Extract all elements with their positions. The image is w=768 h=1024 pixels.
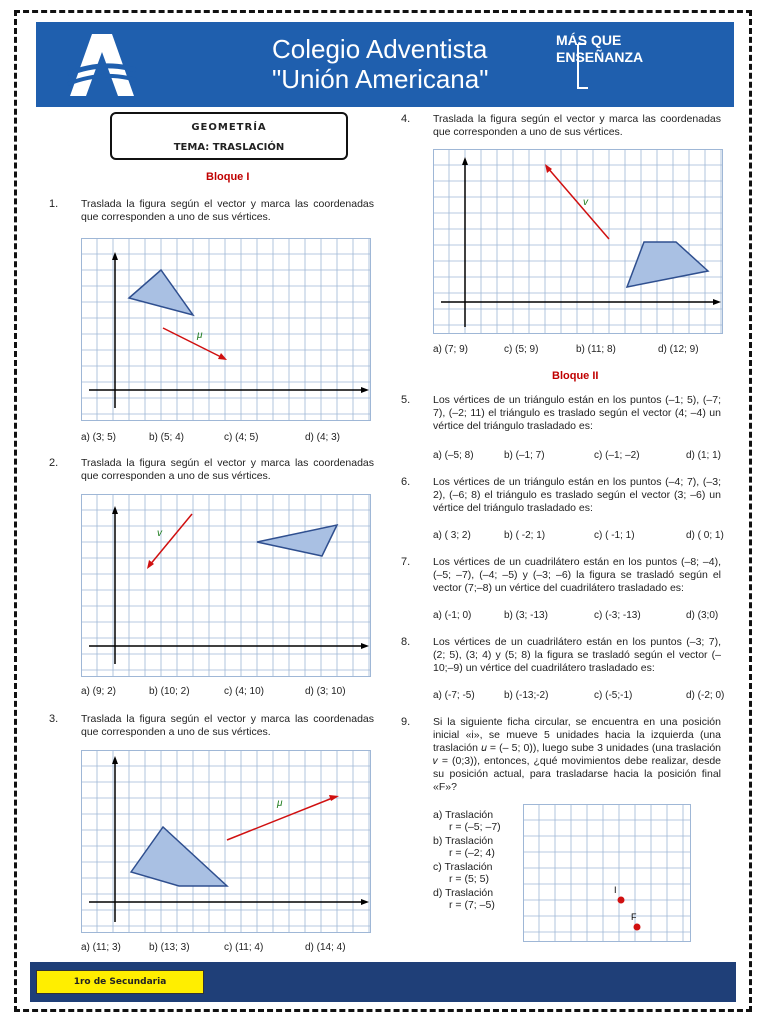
q3-option-b[interactable]: b) (13; 3) [149, 942, 190, 953]
q9-option-d-value: r = (7; –5) [449, 899, 495, 911]
q8-option-b[interactable]: b) (-13;-2) [504, 690, 549, 701]
q9-option-b[interactable] [433, 835, 495, 859]
q6-option-d[interactable]: d) ( 0; 1) [686, 530, 724, 541]
q2-text: Traslada la figura según el vector y marca las coordenadas que corresponden a uno de sus vértices. [81, 457, 374, 482]
q8-option-c[interactable]: c) (-5;-1) [594, 690, 633, 701]
q8-text: Los vértices de un cuadrilátero están en los puntos (–3; 7), (2; 5), (3; 4) y (5; 8) la figura se trasladó según el vector (–10;–9) un vértice del cuadrilátero trasladado es: [433, 636, 721, 674]
q9-point-i [618, 897, 625, 904]
q8-option-d[interactable]: d) (-2; 0) [686, 690, 725, 701]
school-name-line2: "Unión Americana" [272, 64, 489, 94]
q2-option-d[interactable]: d) (3; 10) [305, 686, 346, 697]
q3-grid [81, 750, 371, 933]
slogan-line1: MÁS QUE [556, 32, 622, 48]
q9-option-c-value: r = (5; 5) [449, 873, 489, 885]
q9-option-d[interactable] [433, 887, 495, 911]
school-logo-icon [66, 30, 138, 100]
q1-option-c[interactable]: c) (4; 5) [224, 432, 259, 443]
subject-label: GEOMETRÍA [191, 122, 267, 133]
q5-number: 5. [401, 394, 411, 406]
q1-text: Traslada la figura según el vector y marca las coordenadas que corresponden a uno de sus vértices. [81, 198, 374, 223]
q9-option-b-value: r = (–2; 4) [449, 847, 495, 859]
q2-option-a[interactable]: a) (9; 2) [81, 686, 117, 697]
q9-option-a-value: r = (–5; –7) [449, 821, 501, 833]
q1-option-b[interactable]: b) (5; 4) [149, 432, 185, 443]
q4-number: 4. [401, 113, 411, 125]
q8-number: 8. [401, 636, 411, 648]
q9-option-c-label: c) Traslación [433, 861, 493, 873]
slogan-line2: ENSEÑANZA [556, 49, 644, 65]
q7-option-a[interactable]: a) (-1; 0) [433, 610, 472, 621]
q6-option-b[interactable]: b) ( -2; 1) [504, 530, 546, 541]
grade-label: 1ro de Secundaria [36, 970, 204, 994]
q9-option-a-label: a) Traslación [433, 809, 494, 821]
q4-option-b[interactable]: b) (11; 8) [576, 344, 616, 355]
q7-number: 7. [401, 556, 411, 568]
q2-number: 2. [49, 457, 59, 469]
slogan [556, 32, 643, 66]
q1-grid [81, 238, 371, 421]
q6-option-c[interactable]: c) ( -1; 1) [594, 530, 635, 541]
q9-option-d-label: d) Traslación [433, 887, 494, 899]
q1-number: 1. [49, 198, 59, 210]
q9-option-b-label: b) Traslación [433, 835, 494, 847]
q3-vector-label: μ [277, 798, 283, 809]
q7-text: Los vértices de un cuadrilátero están en los puntos (–8; –4), (–5; –7), (–4; –5) y (–3; –6) la figura se trasladó según el vector (7;–8) un vértice del cuadrilátero trasladado es: [433, 556, 721, 594]
q5-text: Los vértices de un triángulo están en los puntos (–1; 5), (–7; 7), (–2; 11) el triángulo es traslado según el vector (4; –4) un vértice del triángulo trasladado es: [433, 394, 721, 432]
q1-vector-label: μ [197, 330, 203, 341]
bloque-1-title: Bloque I [206, 171, 250, 183]
q4-grid [433, 149, 723, 334]
q6-number: 6. [401, 476, 411, 488]
q5-option-c[interactable]: c) (–1; –2) [594, 450, 640, 461]
q4-option-d[interactable]: d) (12; 9) [658, 344, 699, 355]
q9-point-i-label: I [614, 885, 617, 895]
q1-option-d[interactable]: d) (4; 3) [305, 432, 341, 443]
q2-vector-label: v [157, 528, 162, 539]
q4-option-a[interactable]: a) (7; 9) [433, 344, 469, 355]
q3-option-d[interactable]: d) (14; 4) [305, 942, 346, 953]
q6-text: Los vértices de un triángulo están en los puntos (–4; 7), (–3; 2), (–6; 8) el triángulo es traslado según el vector (3; –6) un vértice del triángulo trasladado es: [433, 476, 721, 514]
q8-option-a[interactable]: a) (-7; -5) [433, 690, 475, 701]
q3-number: 3. [49, 713, 59, 725]
q7-option-b[interactable]: b) (3; -13) [504, 610, 548, 621]
q5-option-d[interactable]: d) (1; 1) [686, 450, 722, 461]
q5-option-a[interactable]: a) (–5; 8) [433, 450, 474, 461]
q3-option-c[interactable]: c) (11; 4) [224, 942, 264, 953]
q2-option-c[interactable]: c) (4; 10) [224, 686, 265, 697]
q9-text: Si la siguiente ficha circular, se encuentra en una posición inicial «i», se mueve 5 unidades hacia la izquierda (una traslación 𝑢 = (– 5; 0)), luego sube 3 unidades (una traslación 𝑣 = (0;3)), entonces, ¿qué movimientos debe realizar, desde su posición actual, para trasladarse hacia la posición final «F»? [433, 716, 721, 793]
q9-point-f-label: F [631, 912, 637, 922]
q4-vector-label: v [583, 197, 588, 208]
q2-grid [81, 494, 371, 677]
q4-option-c[interactable]: c) (5; 9) [504, 344, 539, 355]
q9-grid [523, 804, 691, 942]
q9-option-a[interactable] [433, 809, 501, 833]
q5-option-b[interactable]: b) (–1; 7) [504, 450, 545, 461]
tema-label: TEMA: TRASLACIÓN [173, 142, 285, 153]
q2-option-b[interactable]: b) (10; 2) [149, 686, 190, 697]
q7-option-c[interactable]: c) (-3; -13) [594, 610, 641, 621]
q9-number: 9. [401, 716, 411, 728]
q3-text: Traslada la figura según el vector y marca las coordenadas que corresponden a uno de sus vértices. [81, 713, 374, 738]
school-name-line1: Colegio Adventista [272, 34, 488, 64]
q4-text: Traslada la figura según el vector y marca las coordenadas que corresponden a uno de sus vértices. [433, 113, 721, 138]
q9-point-f [634, 924, 641, 931]
q9-option-c[interactable] [433, 861, 493, 885]
q1-option-a[interactable]: a) (3; 5) [81, 432, 117, 443]
q3-option-a[interactable]: a) (11; 3) [81, 942, 121, 953]
topic-box [110, 112, 348, 160]
q7-option-d[interactable]: d) (3;0) [686, 610, 719, 621]
bloque-2-title: Bloque II [552, 370, 599, 382]
q6-option-a[interactable]: a) ( 3; 2) [433, 530, 471, 541]
